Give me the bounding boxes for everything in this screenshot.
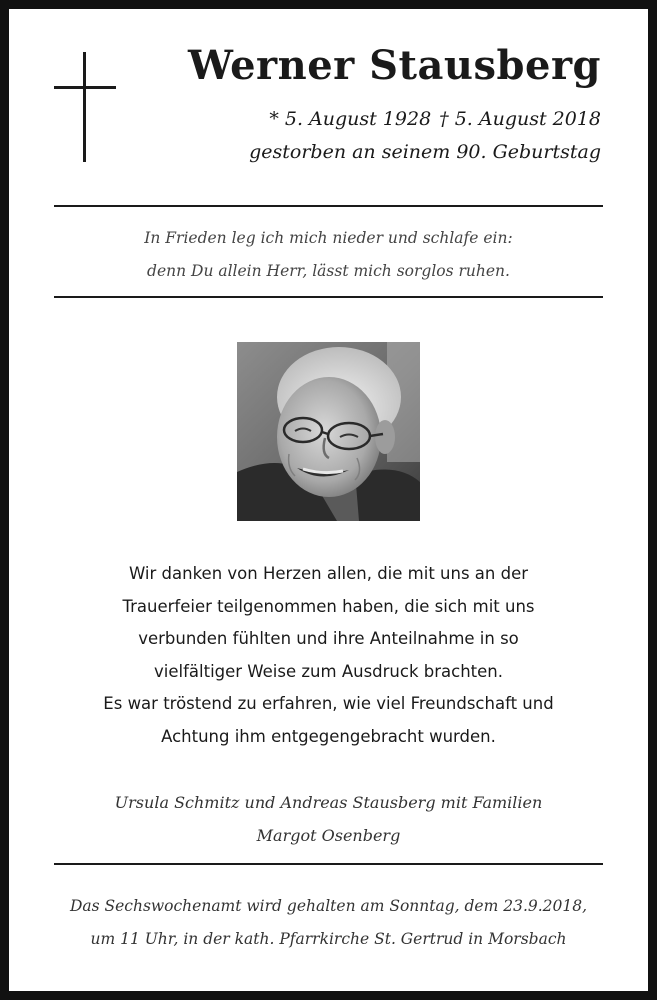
thanks-line: vielfältiger Weise zum Ausdruck brachten. <box>154 661 503 681</box>
mass-line: um 11 Uhr, in der kath. Pfarrkirche St. Gertrud in Morsbach <box>90 929 567 948</box>
signer-line: Ursula Schmitz und Andreas Stausberg mit Familien <box>114 793 543 812</box>
verse-line: denn Du allein Herr, lässt mich sorglos ruhen. <box>147 262 510 280</box>
life-dates <box>269 108 601 130</box>
thank-you-text <box>40 558 617 753</box>
divider-bottom <box>54 863 603 865</box>
death-date: † 5. August 2018 <box>439 108 601 130</box>
thanks-line: Wir danken von Herzen allen, die mit uns an der <box>128 564 529 583</box>
verse-line: In Frieden leg ich mich nieder und schlafe ein: <box>144 229 513 247</box>
signer-line: Margot Osenberg <box>256 825 401 845</box>
thanks-line: Es war tröstend zu erfahren, wie viel Freundschaft und <box>103 694 554 713</box>
family-signatures <box>40 787 617 852</box>
birth-date: * 5. August 1928 <box>269 108 432 130</box>
thanks-line: Trauerfeier teilgenommen haben, die sich mit uns <box>122 596 535 616</box>
cross-icon <box>54 52 116 162</box>
verse-quote <box>54 222 603 288</box>
thanks-line: verbunden fühlten und ihre Anteilnahme in so <box>138 629 519 648</box>
portrait-photo <box>237 342 420 521</box>
memorial-mass-notice <box>30 890 627 955</box>
divider-middle <box>54 296 603 298</box>
divider-top <box>54 205 603 207</box>
thanks-line: Achtung ihm entgegengebracht wurden. <box>161 726 496 746</box>
death-note: gestorben an seinem 90. Geburtstag <box>249 141 601 163</box>
deceased-name: Werner Stausberg <box>187 42 601 89</box>
mass-line: Das Sechswochenamt wird gehalten am Sonntag, dem 23.9.2018, <box>69 897 588 915</box>
